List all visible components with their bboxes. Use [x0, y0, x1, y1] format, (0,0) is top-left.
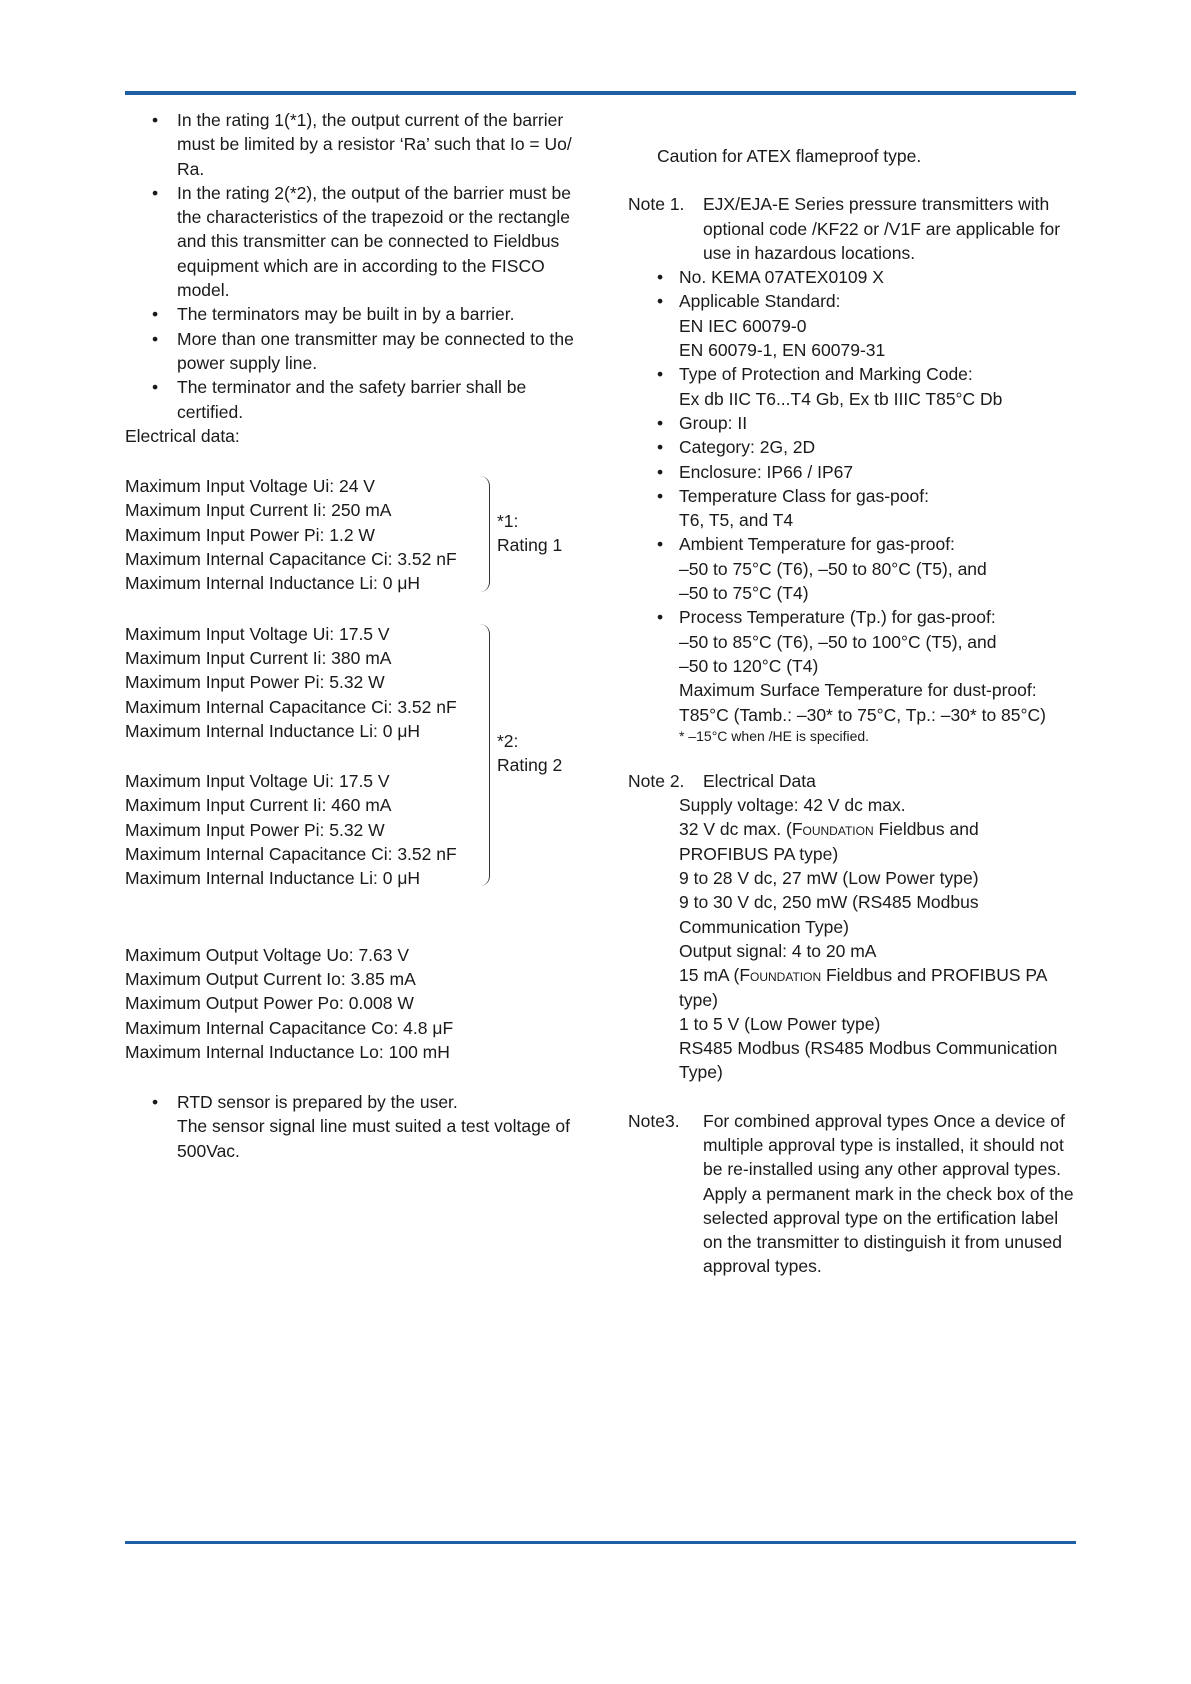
rating2-group	[125, 622, 575, 891]
spec-line: Maximum Input Power Pi: 5.32 W	[125, 819, 385, 840]
spec-line: Maximum Internal Inductance Li: 0 μH	[125, 720, 421, 741]
note2	[628, 769, 1080, 793]
spec-line: Maximum Internal Inductance Li: 0 μH	[125, 573, 421, 594]
spec-line: Maximum Internal Inductance Lo: 100 mH	[125, 1041, 450, 1062]
footer-rule	[125, 1541, 1076, 1544]
list-item: • Enclosure: IP66 / IP67	[628, 460, 1080, 484]
spec-line: Maximum Input Current Ii: 250 mA	[125, 500, 392, 521]
list-item: • Temperature Class for gas-poof: T6, T5, and T4	[628, 484, 1080, 533]
spec-line: Maximum Input Current Ii: 380 mA	[125, 647, 392, 668]
list-item: • The terminators may be built in by a barrier.	[125, 302, 575, 326]
note1-list	[628, 265, 1080, 745]
spec-line: Maximum Internal Capacitance Ci: 3.52 nF	[125, 696, 457, 717]
rating1-brace	[477, 476, 490, 592]
spec-line: Maximum Input Current Ii: 460 mA	[125, 795, 392, 816]
header-rule	[125, 91, 1076, 95]
note1	[628, 192, 1080, 265]
note1-label: Note 1.	[628, 194, 685, 215]
note3-label: Note3.	[628, 1110, 680, 1131]
spec-line: Maximum Internal Capacitance Ci: 3.52 nF	[125, 549, 457, 570]
spec-line: Maximum Input Power Pi: 1.2 W	[125, 524, 375, 545]
note3	[628, 1109, 1080, 1279]
barrier-bullet-list	[125, 108, 575, 424]
rtd-bullet	[125, 1090, 575, 1163]
spec-line: Maximum Input Voltage Ui: 24 V	[125, 476, 375, 497]
spec-line: Maximum Internal Capacitance Co: 4.8 μF	[125, 1017, 454, 1038]
note1-text: EJX/EJA-E Series pressure transmitters with optional code /KF22 or /V1F are applicable for use in hazardous locations.	[703, 194, 1061, 263]
spec-line: Maximum Output Current Io: 3.85 mA	[125, 968, 416, 989]
list-item: • Process Temperature (Tp.) for gas-proof: –50 to 85°C (T6), –50 to 100°C (T5), and –50 to 120°C (T4) Maximum Surface Temperature for dust-proof: T85°C (Tamb.: –30* to 75°C, Tp.: –30* to 85°C)	[628, 605, 1080, 726]
rating1-label: *1: Rating 1	[497, 511, 563, 556]
left-column	[125, 108, 575, 1163]
note3-text: For combined approval types Once a device of multiple approval type is installed, it should not be re-installed using any other approval types. Apply a permanent mark in the check box of the selected approval type on the ertification label on the transmitter to distinguish it from unused approval types.	[703, 1110, 1074, 1277]
spec-line: Maximum Internal Capacitance Ci: 3.52 nF	[125, 844, 457, 865]
output-data-block	[125, 943, 575, 1064]
list-item: • No. KEMA 07ATEX0109 X	[628, 265, 1080, 289]
spec-line: Maximum Input Power Pi: 5.32 W	[125, 672, 385, 693]
list-item: • Type of Protection and Marking Code: Ex db IIC T6...T4 Gb, Ex tb IIIC T85°C Db	[628, 362, 1080, 411]
note2-label: Note 2.	[628, 770, 685, 791]
list-item: • RTD sensor is prepared by the user. The sensor signal line must suited a test voltage of 500Vac.	[125, 1090, 575, 1163]
rating2-label: *2: Rating 2	[497, 730, 563, 775]
spec-line: Maximum Input Voltage Ui: 17.5 V	[125, 771, 390, 792]
list-item: • Group: II	[628, 411, 1080, 435]
list-item: • Category: 2G, 2D	[628, 435, 1080, 459]
spec-line: Maximum Output Power Po: 0.008 W	[125, 993, 414, 1014]
rating1-group	[125, 474, 575, 595]
electrical-data-label: Electrical data:	[125, 425, 240, 446]
list-item: • Applicable Standard: EN IEC 60079-0 EN 60079-1, EN 60079-31	[628, 289, 1080, 362]
list-item: • More than one transmitter may be connected to the power supply line.	[125, 327, 575, 376]
list-item: • The terminator and the safety barrier shall be certified.	[125, 375, 575, 424]
list-item: • In the rating 2(*2), the output of the barrier must be the characteristics of the trapezoid or the rectangle and this transmitter can be connected to Fieldbus equipment which are in according to the FISCO model.	[125, 181, 575, 302]
list-item: • In the rating 1(*1), the output current of the barrier must be limited by a resistor ‘Ra’ such that Io = Uo/ Ra.	[125, 108, 575, 181]
atex-caution-heading: Caution for ATEX flameproof type.	[657, 146, 922, 166]
spec-line: Maximum Output Voltage Uo: 7.63 V	[125, 944, 410, 965]
note2-title: Electrical Data	[703, 770, 816, 791]
right-column	[628, 144, 1080, 1279]
note2-body: Supply voltage: 42 V dc max. 32 V dc max. (Foundation Fieldbus and PROFIBUS PA type) 9 to 28 V dc, 27 mW (Low Power type) 9 to 30 V dc, 250 mW (RS485 Modbus Communication Type) Output signal: 4 to 20 mA 15 mA (Foundation Fieldbus and PROFIBUS PA type) 1 to 5 V (Low Power type) RS485 Modbus (RS485 Modbus Communication Type)	[679, 795, 1058, 1083]
spec-line: Maximum Input Voltage Ui: 17.5 V	[125, 623, 390, 644]
spec-line: Maximum Internal Inductance Li: 0 μH	[125, 868, 421, 889]
rating2-brace	[477, 624, 490, 886]
footnote: * –15°C when /HE is specified.	[679, 727, 870, 744]
list-item: • Ambient Temperature for gas-proof: –50 to 75°C (T6), –50 to 80°C (T5), and –50 to 75°C (T4)	[628, 532, 1080, 605]
